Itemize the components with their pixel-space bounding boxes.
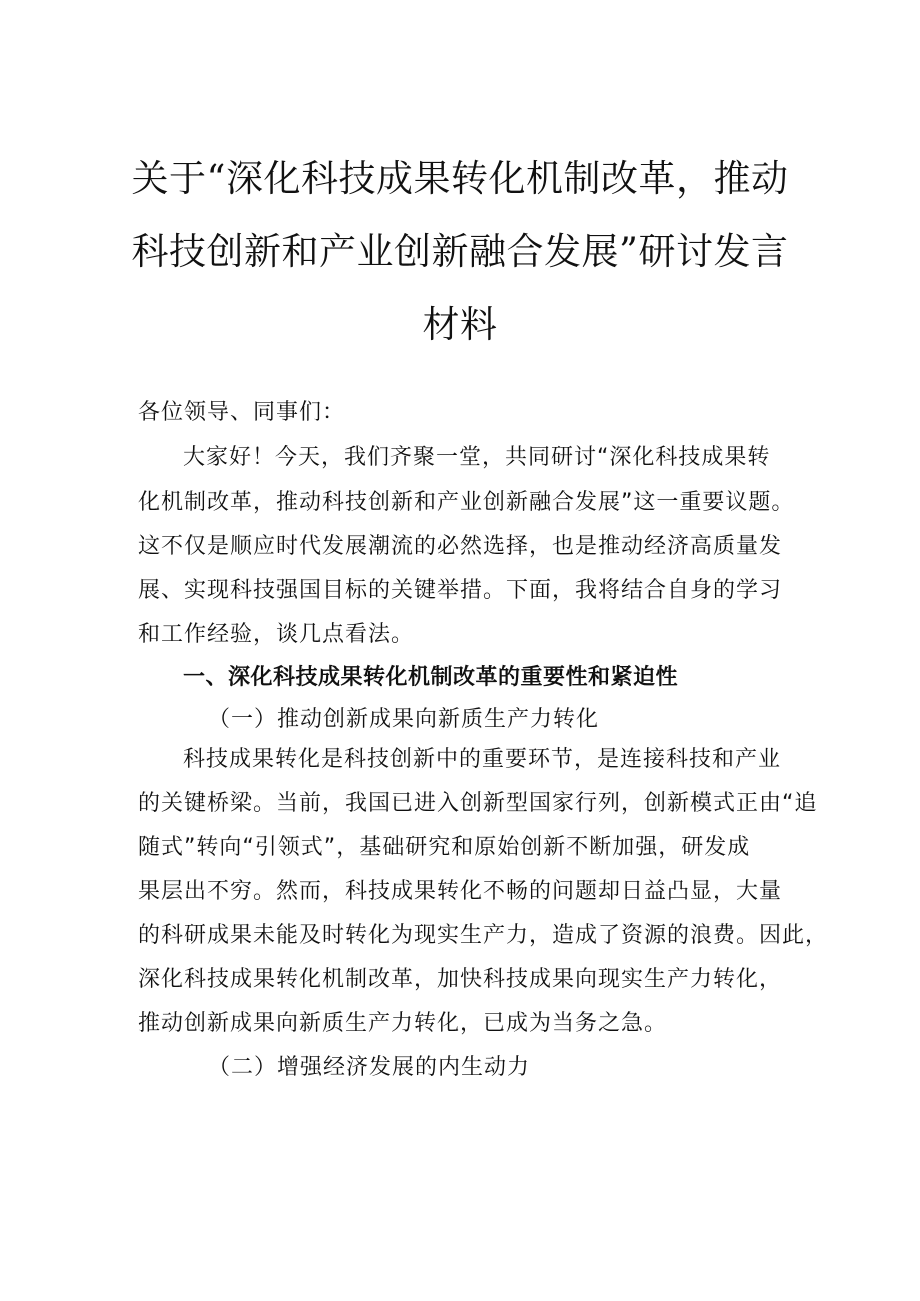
document-title-line-3: 材料 (422, 303, 498, 346)
subsection-heading: （一）推动创新成果向新质生产力转化 (208, 707, 600, 732)
section-heading: 一、深化科技成果转化机制改革的重要性和紧迫性 (183, 665, 679, 690)
paragraph-line: 的关键桥梁。当前，我国已进入创新型国家行列，创新模式正由“追 (138, 791, 818, 816)
intro-line: 和工作经验，谈几点看法。 (138, 622, 415, 647)
paragraph-line: 果层出不穷。然而，科技成果转化不畅的问题却日益凸显，大量 (138, 879, 783, 904)
document-title-line-2: 科技创新和产业创新融合发展”研讨发言 (131, 230, 789, 273)
paragraph-line: 推动创新成果向新质生产力转化，已成为当务之急。 (138, 1011, 668, 1036)
intro-line: 展、实现科技强国目标的关键举措。下面，我将结合自身的学习 (138, 578, 783, 603)
salutation: 各位领导、同事们： (138, 400, 346, 425)
intro-line: 这不仅是顺应时代发展潮流的必然选择，也是推动经济高质量发 (138, 534, 783, 559)
intro-line: 化机制改革，推动科技创新和产业创新融合发展”这一重要议题。 (138, 490, 795, 515)
paragraph-line: 的科研成果未能及时转化为现实生产力，造成了资源的浪费。因此， (138, 923, 829, 948)
paragraph-line: 深化科技成果转化机制改革，加快科技成果向现实生产力转化， (138, 967, 783, 992)
subsection-heading: （二）增强经济发展的内生动力 (208, 1055, 531, 1080)
paragraph-line: 科技成果转化是科技创新中的重要环节，是连接科技和产业 (183, 747, 782, 772)
intro-line: 大家好！今天，我们齐聚一堂，共同研讨“深化科技成果转 (183, 445, 771, 470)
document-title-line-1: 关于“深化科技成果转化机制改革，推动 (131, 157, 789, 200)
paragraph-line: 随式”转向“引领式”，基础研究和原始创新不断加强，研发成 (138, 835, 751, 860)
